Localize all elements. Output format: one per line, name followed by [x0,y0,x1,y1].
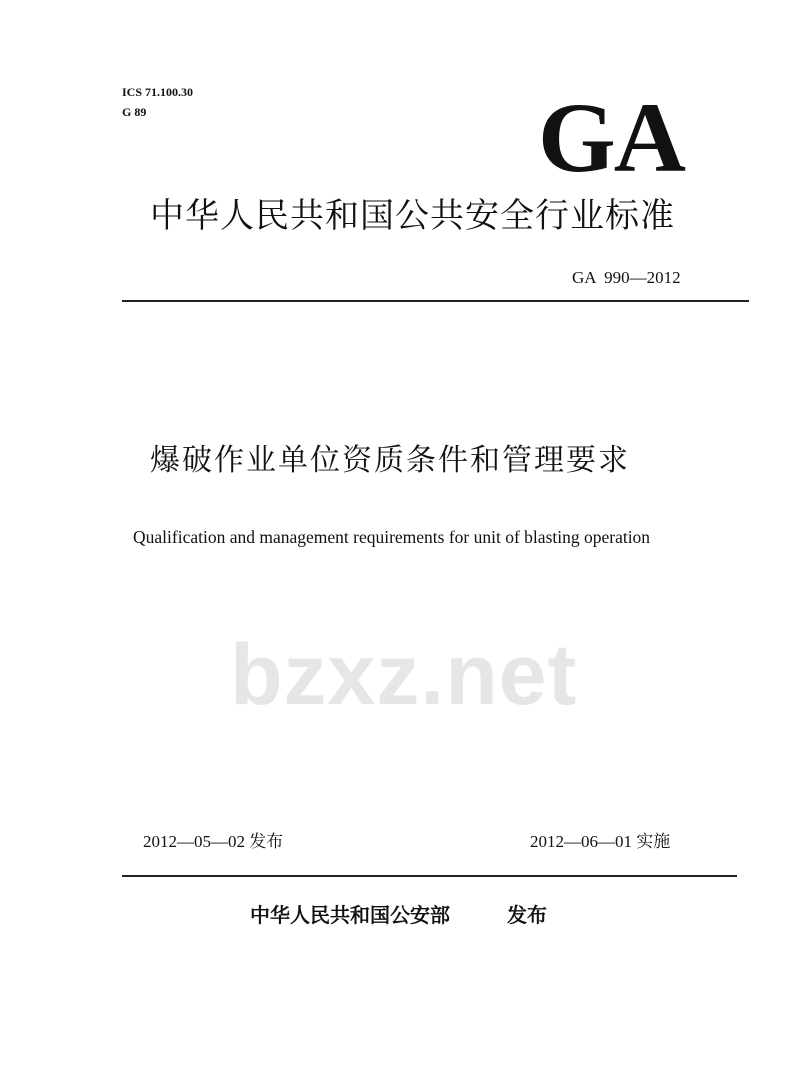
issuer-action: 发布 [507,903,547,927]
classification-code: G 89 [122,105,147,119]
watermark: bzxz.net [230,627,578,723]
publish-date: 2012—05—02 发布 [143,832,284,851]
divider-bottom [122,875,737,877]
issuer: 中华人民共和国公安部 [250,903,450,927]
standard-category: 中华人民共和国公共安全行业标准 [150,196,675,236]
document-title-cn: 爆破作业单位资质条件和管理要求 [150,443,630,478]
ics-code: ICS 71.100.30 [122,85,194,99]
divider-top [122,300,749,302]
ga-logo: GA [538,82,684,193]
standard-number: GA 990—2012 [572,268,681,287]
document-title-en: Qualification and management requirements for unit of blasting operation [133,527,651,547]
implement-date: 2012—06—01 实施 [530,832,671,851]
